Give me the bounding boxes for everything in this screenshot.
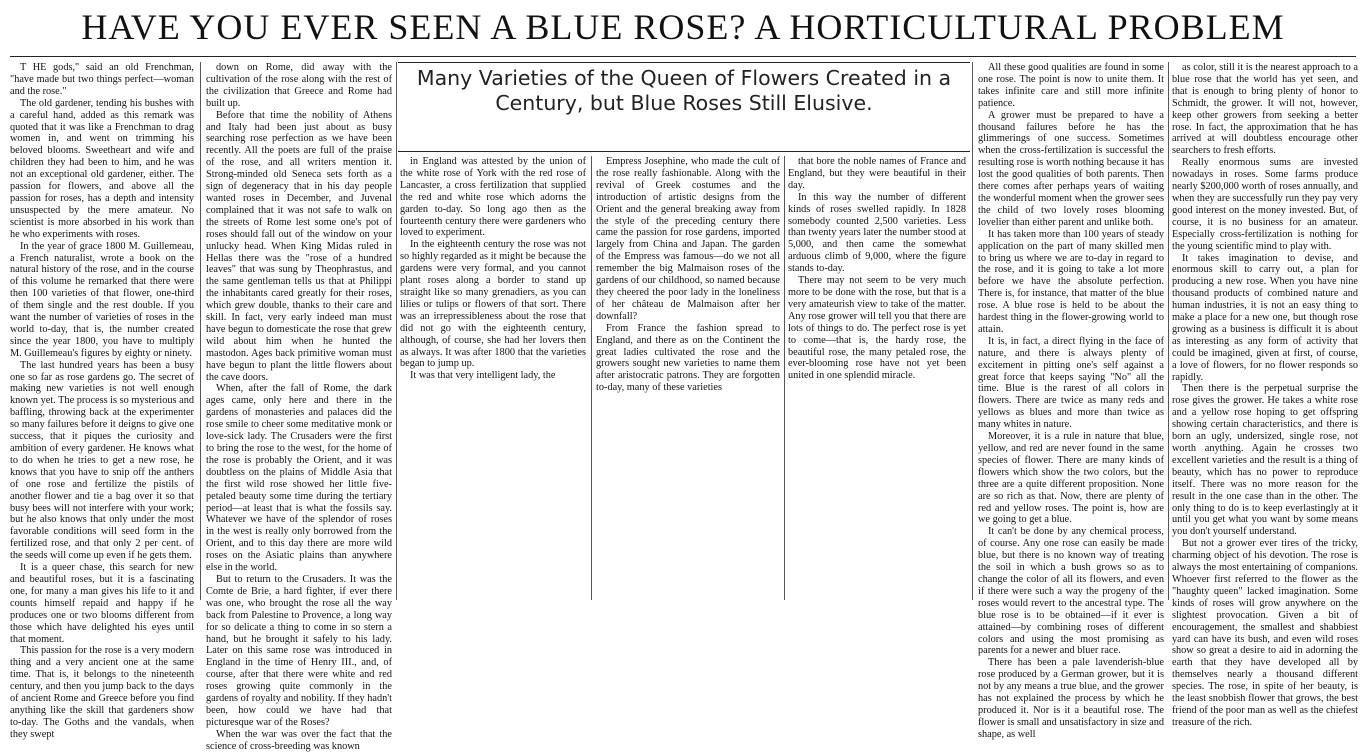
article-deck: [398, 66, 970, 116]
paragraph: Empress Josephine, who made the cult of the rose really fashionable. Along with the revival of Greek costumes and the introduction of artistic designs from the Orient and the general breaking away from the style of the preceding century there came the passion for rose gardens, imported largely from China and Japan. The garden of the Empress was famous—do we not all remember the big Malmaison roses of the gardens of our childhood, so named because they cheered the poor lady in the loneliness of her château de Malmaison after her downfall?: [596, 156, 780, 322]
paragraph: There has been a pale lavenderish-blue rose produced by a German grower, but it is not by any means a true blue, and the grower has not explained the process by which he produced it. Nor is it a beautiful rose. The flower is small and unsatisfactory in size and shape, as well: [978, 657, 1164, 740]
paragraph: It is a queer chase, this search for new and beautiful roses, but it is a fascinating one, for many a man gives his life to it and counts himself repaid and happy if he produces one or two blooms different from those which have delighted his eyes until that moment.: [10, 562, 194, 645]
column-divider: [591, 156, 592, 600]
column-3: [400, 156, 586, 600]
column-divider: [972, 62, 973, 600]
paragraph: Before that time the nobility of Athens and Italy had been just about as busy searching rose perfection as we have been recently. All the poets are full of the praise of the rose, and all writers mention it. Strong-minded old Seneca sets forth as a sign of degeneracy that in his day people wanted roses in December, and Juvenal complained that it was not safe to walk on the streets of Rome lest some one's pot of roses should fall out of the window on your unlucky head. When King Midas ruled in Hellas there was the "rose of a hundred leaves" that was sung by Theophrastus, and the same gentleman tells us that at Philippi the inhabitants cared greatly for their roses, which grew double, thanks to their care and skill. In fact, very early indeed man must have begun to domesticate the rose that grew wild about him when he hunted the mastodon. Ages back primitive woman must have begun to plant the little flowers about the cave doors.: [206, 109, 392, 383]
paragraph: From France the fashion spread to England, and there as on the Continent the great ladies cultivated the rose and the growers sought new varieties to name them after aristocratic patrons. They are forgotten to-day, many of these varieties: [596, 322, 780, 394]
paragraph: In this way the number of different kinds of roses swelled rapidly. In 1828 somebody counted 2,500 varieties. Less than twenty years later the number stood at 5,000, and then came the somewhat arduous climb of 9,000, where the figure stands to-day.: [788, 191, 966, 275]
paragraph: It takes imagination to devise, and enormous skill to carry out, a plan for producing a new rose. When you have nine thousand products of combined nature and human industries, it is not an easy thing to make a place for a new one, but though rose growing as a business is difficult it is about as interesting as any form of activity that could be imagined, given at first, of course, a love of flowers, for no flower responds so rapidly.: [1172, 252, 1358, 383]
paragraph: When, after the fall of Rome, the dark ages came, only here and there in the gardens of monasteries and palaces did the rose smile to cheer some meditative monk or love-sick lady. The Crusaders were the first to bring the rose to the west, for the home of the rose is probably the Orient, and it was doubtless on the plains of Middle Asia that the first wild rose showed her little five-petaled beauty some time during the tertiary period—at least that is what the fossils say. Whatever we have of the splendor of roses in the west is really only borrowed from the Orient, and to this day there are more wild roses on the Asiatic plains than anywhere else in the world.: [206, 383, 392, 574]
paragraph: In the eighteenth century the rose was not so highly regarded as it might be because the gardens were very formal, and you cannot plant roses along a border to stand up straight like so many grenadiers, as you can lilies or tulips or flowers of that sort. There was an irrepressibleness about the rose that did not go with the eighteenth century, although, of course, she had her lovers then as always. It was after 1800 that the varieties began to jump up.: [400, 239, 586, 370]
paragraph: The old gardener, tending his bushes with a careful hand, added as this remark was quoted that it was like a Frenchman to drag women in, and went on trimming his beloved blooms. Sweetheart and wife and children they had been to him, and he was not an exceptional old gardener, either. The passion for flowers, and above all the passion for roses, has a depth and intensity unsuspected by the mere amateur. No scientist is more absorbed in his work than he who experiments with roses.: [10, 97, 194, 240]
column-divider: [396, 62, 397, 600]
paragraph: Then there is the perpetual surprise the rose gives the grower. He takes a white rose and a yellow rose hoping to get offspring showing certain characteristics, and there is born an ugly, undersized, single rose, not worth anything. Again he crosses two excellent varieties and the result is a thing of beauty, which has no power to reproduce itself. There was no more reason for the result in the one case than in the other. The only thing to do is to keep everlastingly at it until you get what you want by some means you don't yourself understand.: [1172, 383, 1358, 538]
paragraph: There may not seem to be very much more to be done with the rose, but that is a very amateurish view to take of the matter. Any rose grower will tell you that there are lots of things to do. The perfect rose is yet to come—that is, the hardy rose, the beautiful rose, the many petaled rose, the ever-blooming rose have not yet been united in one splendid miracle.: [788, 275, 966, 382]
paragraph: that bore the noble names of France and England, but they were beautiful in their day.: [788, 156, 966, 191]
paragraph: When the war was over the fact that the science of cross-breeding was known: [206, 728, 392, 752]
paragraph: But to return to the Crusaders. It was the Comte de Brie, a hard fighter, if ever there was one, who brought the rose all the way back from Palestine to Provence, a long way for so delicate a thing to come in so stern a hand, but he brought it safely to his lady. Later on this same rose was introduced in England in the time of Henry III., and, of course, after that there were white and red roses growing quite commonly in the gardens of royalty and nobility. If they hadn't been, how could we have had that picturesque war of the Roses?: [206, 573, 392, 728]
paragraph: But not a grower ever tires of the tricky, charming object of his devotion. The rose is always the most entertaining of companions. Whoever first referred to the flower as the "haughty queen" lacked imagination. Some kinds of roses will grow anywhere on the slightest provocation. Given a bit of encouragement, the smallest and shabbiest yard can have its bush, and even wild roses show so great a desire to aid in adorning the earth that they have developed all by themselves nearly a thousand different species. The rose, in spite of her beauty, is the least snobbish flower that grows, the best friend of the poor man as well as the chiefest treasure of the rich.: [1172, 538, 1358, 728]
column-4: [596, 156, 780, 600]
deck-line-2: Century, but Blue Roses Still Elusive.: [495, 91, 873, 115]
column-divider: [784, 156, 785, 600]
paragraph: The last hundred years has been a busy one so far as rose gardens go. The secret of making new varieties is not well enough known yet. The process is so mysterious and baffling, throwing back at the experimenter so many failures before it deigns to give one success, that it piques the curiosity and ambition of every gardener. He knows what to do when he tries to get a new rose, he knows that you have to snip off the anthers of one rose and fertilize the pistils of another flower and tie a bag over it so that busy bees will not interfere with your work; but he also knows that only under the most favorable conditions will seed form in the fertilized rose, and that only 2 per cent. of the seeds will come up even if he gets them.: [10, 359, 194, 562]
paragraph: It was that very intelligent lady, the: [410, 370, 556, 382]
column-7: [1172, 62, 1358, 728]
paragraph: It has taken more than 100 years of steady application on the part of many skilled men to bring us where we are to-day in regard to the rose, and it is going to take a lot more before we have the absolute perfection. There is, for instance, that matter of the blue rose. A blue rose is held to be about the hardest thing in the flower-growing world to attain.: [978, 228, 1164, 335]
paragraph: This passion for the rose is a very modern thing and a very ancient one at the same time. That is, it belongs to the nineteenth century, and then you jump back to the days of ancient Rome and Greece before you find anything like the skill that gardeners show to-day. The Goths and the vandals, when they swept: [10, 645, 194, 740]
article-headline: HAVE YOU EVER SEEN A BLUE ROSE? A HORTICULTURAL PROBLEM: [81, 7, 1285, 47]
paragraph: Moreover, it is a rule in nature that blue, yellow, and red are never found in the same species of flower. There are many kinds of flowers which show the two colors, but the three are a quite different proposition. None are so rich as that. Now, there are plenty of red and yellow roses. The point is, how are we going to get a blue.: [978, 431, 1164, 526]
paragraph: A grower must be prepared to have a thousand failures before he has the glimmerings of one success. Sometimes when the cross-fertilization is successful the resulting rose is worth nothing because it has lost the good qualities of both parents. Then there comes after perhaps years of waiting the wonderful moment when the grower sees the child of two lovely roses blooming lovelier than either parent and unlike both.: [978, 109, 1164, 228]
paragraph: Really enormous sums are invested nowadays in roses. Some farms produce nearly $200,000 worth of roses annually, and when they are successfully run they pay very good interest on the money invested. But, of course, it is no business for an amateur. Especially cross-fertilization is nothing for the young scientific mind to play with.: [1172, 157, 1358, 252]
column-2: [206, 62, 392, 752]
paragraph: T HE gods," said an old Frenchman, "have made but two things perfect—woman and the rose.": [10, 62, 194, 97]
headline-rule: [10, 56, 1356, 57]
paragraph: It can't be done by any chemical process, of course. Any one rose can easily be made blue, but there is no known way of treating the soil in which a bush grows so as to change the color of all its flowers, and even if there were such a way the progeny of the roses would revert to the ancestral type. The blue rose is to be obtained—if it ever is attained—by combining roses of different colors and using the most promising as parents for a newer and bluer race.: [978, 526, 1164, 657]
column-1: [10, 62, 194, 740]
paragraph: All these good qualities are found in some one rose. The point is now to unite them. It takes infinite care and still more infinite patience.: [978, 62, 1164, 109]
column-divider: [1168, 62, 1169, 600]
paragraph: In the year of grace 1800 M. Guillemeau, a French naturalist, wrote a book on the natural history of the rose, and in the course of this volume he remarked that there were then 100 varieties of that flower, one-third of them single and the rest double. If you want the number of varieties of roses in the world to-day, that is, the number created since the year 1800, you have to multiply M. Guillemeau's figures by eighty or ninety.: [10, 240, 194, 359]
paragraph: It is, in fact, a direct flying in the face of nature, and there is always plenty of excitement in pitting one's self against a great force that keeps saying "No" all the time. Blue is the rarest of all colors in flowers. There are twice as many reds and yellows as blues and more than twice as many whites in nature.: [978, 335, 1164, 431]
column-6: [978, 62, 1164, 740]
column-5: [788, 156, 966, 600]
deck-line-1: Many Varieties of the Queen of Flowers Created in a: [416, 66, 952, 90]
paragraph: in England was attested by the union of the white rose of York with the red rose of Lancaster, a cross fertilization that supplied the red and white rose which adorns the garden to-day. So long ago then as the fourteenth century there were gardeners who loved to experiment.: [400, 156, 586, 239]
column-divider: [200, 62, 201, 600]
paragraph: as color, still it is the nearest approach to a blue rose that the world has yet seen, and that is enough to bring plenty of honor to Schmidt, the grower. It will not, however, keep other growers from seeking a better rose. In fact, the approximation that he has arrived at will doubtless encourage other searchers to fresh efforts.: [1172, 62, 1358, 157]
paragraph: down on Rome, did away with the cultivation of the rose along with the rest of the civilization that Greece and Rome had built up.: [206, 62, 392, 109]
